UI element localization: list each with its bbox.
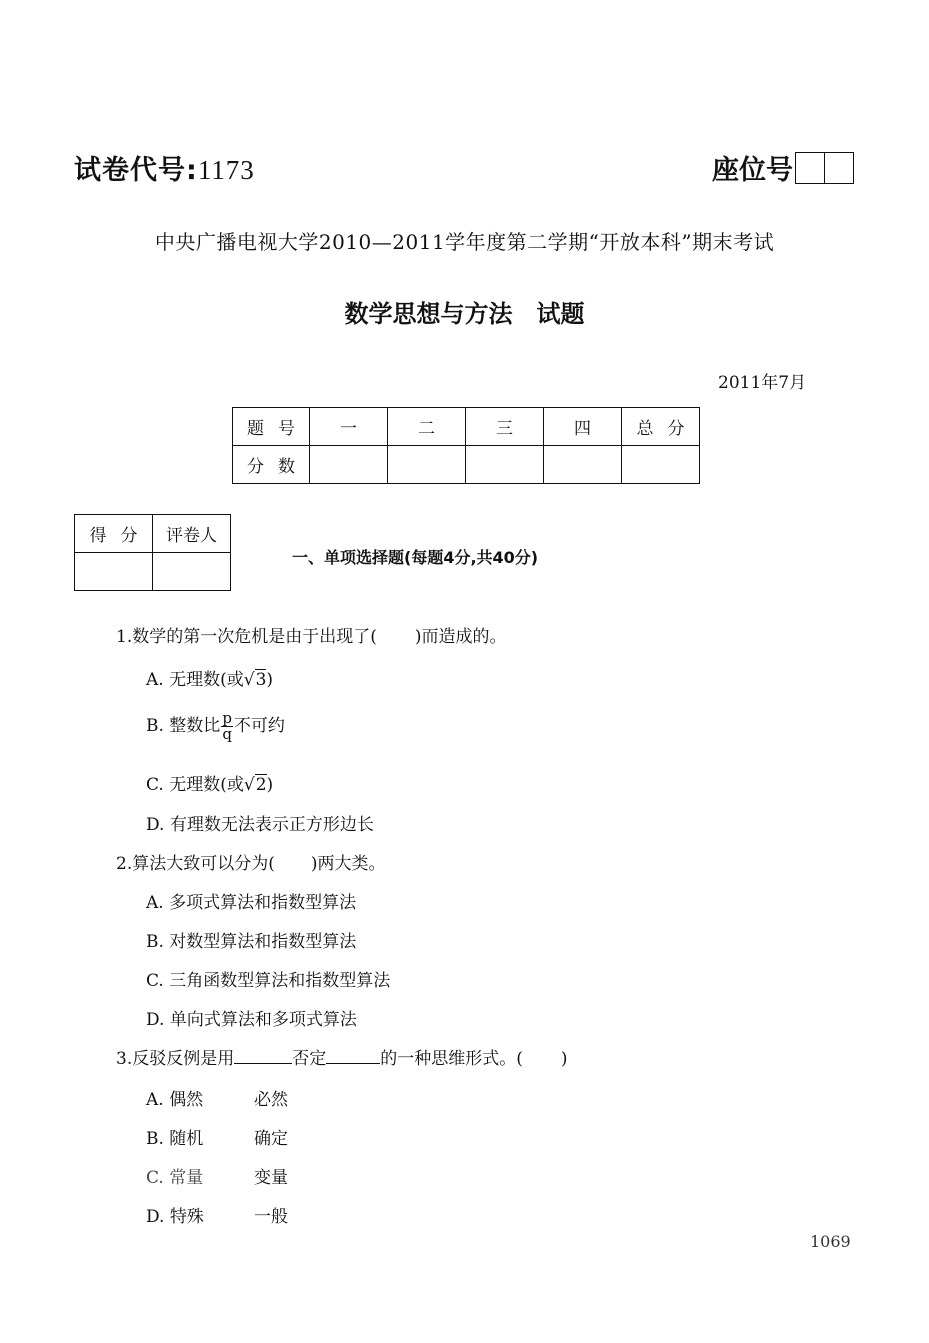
question-3-text: 3.反驳反例是用 bbox=[116, 1049, 235, 1069]
sqrt-radicand: 2 bbox=[255, 775, 267, 795]
subject-title: 数学思想与方法 试题 bbox=[344, 300, 585, 328]
fraction-denominator: q bbox=[222, 725, 232, 743]
option-text-end: 不可约 bbox=[233, 716, 285, 736]
score-table-cell: 总分 bbox=[622, 408, 700, 446]
option-3a: A. 偶然 bbox=[146, 1090, 204, 1110]
option-text-end: ) bbox=[266, 775, 274, 795]
option-2c: C. 三角函数型算法和指数型算法 bbox=[146, 971, 391, 991]
exam-date: 2011年7月 bbox=[718, 373, 807, 393]
question-1-text: 1.数学的第一次危机是由于出现了( bbox=[116, 627, 377, 647]
sqrt-radicand: 3 bbox=[255, 670, 267, 690]
option-2a: A. 多项式算法和指数型算法 bbox=[146, 893, 357, 913]
score-entry-cell bbox=[544, 446, 622, 484]
question-2-text-end: )两大类。 bbox=[310, 854, 386, 874]
option-1c: C. 无理数(或√2) bbox=[146, 775, 274, 795]
fraction bbox=[221, 711, 233, 742]
fill-blank bbox=[234, 1048, 292, 1064]
exam-title: 中央广播电视大学2010—2011学年度第二学期“开放本科”期末考试 bbox=[154, 230, 775, 254]
score-table-cell: 二 bbox=[388, 408, 466, 446]
exam-code-value: 1173 bbox=[197, 155, 255, 185]
question-1-stem bbox=[116, 622, 507, 647]
seat-box bbox=[824, 153, 853, 183]
score-table bbox=[232, 407, 700, 484]
question-3-text-end: ) bbox=[560, 1049, 568, 1069]
option-text-end: ) bbox=[266, 670, 274, 690]
question-3-stem bbox=[116, 1044, 568, 1069]
score-table-header-row bbox=[233, 408, 700, 446]
grader-entry-cell bbox=[153, 553, 231, 591]
score-table-cell: 四 bbox=[544, 408, 622, 446]
score-table-cell: 题号 bbox=[233, 408, 310, 446]
score-entry-cell bbox=[388, 446, 466, 484]
score-entry-cell bbox=[310, 446, 388, 484]
exam-code-label: 试卷代号: bbox=[74, 155, 198, 186]
option-3b: B. 随机 bbox=[146, 1129, 204, 1149]
seat-box bbox=[796, 153, 824, 183]
grader-table bbox=[74, 514, 231, 591]
option-2d: D. 单向式算法和多项式算法 bbox=[146, 1010, 357, 1030]
grader-entry-cell bbox=[75, 553, 153, 591]
grader-table-cell: 得分 bbox=[75, 515, 153, 553]
score-table-cell: 一 bbox=[310, 408, 388, 446]
option-3d-second: 一般 bbox=[254, 1207, 288, 1227]
option-3c-second: 变量 bbox=[254, 1168, 288, 1188]
section-title: 一、单项选择题(每题4分,共40分) bbox=[292, 548, 539, 567]
score-entry-cell bbox=[466, 446, 544, 484]
option-text: C. 无理数(或 bbox=[146, 775, 244, 795]
question-3-text: 否定 bbox=[292, 1049, 327, 1069]
option-3a-second: 必然 bbox=[254, 1090, 288, 1110]
option-2b: B. 对数型算法和指数型算法 bbox=[146, 932, 357, 952]
option-1a: A. 无理数(或√3) bbox=[146, 670, 274, 690]
score-entry-cell bbox=[622, 446, 700, 484]
fraction-numerator: p bbox=[222, 709, 232, 727]
option-3d: D. 特殊 bbox=[146, 1207, 204, 1227]
seat-number-boxes bbox=[795, 152, 854, 184]
score-table-cell: 分数 bbox=[233, 446, 310, 484]
question-2-stem bbox=[116, 849, 386, 874]
option-3b-second: 确定 bbox=[254, 1129, 288, 1149]
page-number: 1069 bbox=[810, 1232, 851, 1251]
option-3c: C. 常量 bbox=[146, 1168, 204, 1188]
score-table-cell: 三 bbox=[466, 408, 544, 446]
option-text: B. 整数比 bbox=[146, 716, 221, 736]
option-text: A. 无理数(或 bbox=[146, 670, 244, 690]
fill-blank bbox=[326, 1048, 380, 1064]
question-1-text-end: )而造成的。 bbox=[414, 627, 507, 647]
option-1b bbox=[146, 711, 285, 742]
seat-number bbox=[712, 148, 854, 187]
score-table-score-row bbox=[233, 446, 700, 484]
exam-code bbox=[74, 148, 255, 187]
question-2-text: 2.算法大致可以分为( bbox=[116, 854, 275, 874]
seat-number-label: 座位号 bbox=[712, 155, 793, 186]
question-3-text: 的一种思维形式。( bbox=[380, 1049, 523, 1069]
grader-table-cell: 评卷人 bbox=[153, 515, 231, 553]
option-1d: D. 有理数无法表示正方形边长 bbox=[146, 815, 374, 835]
